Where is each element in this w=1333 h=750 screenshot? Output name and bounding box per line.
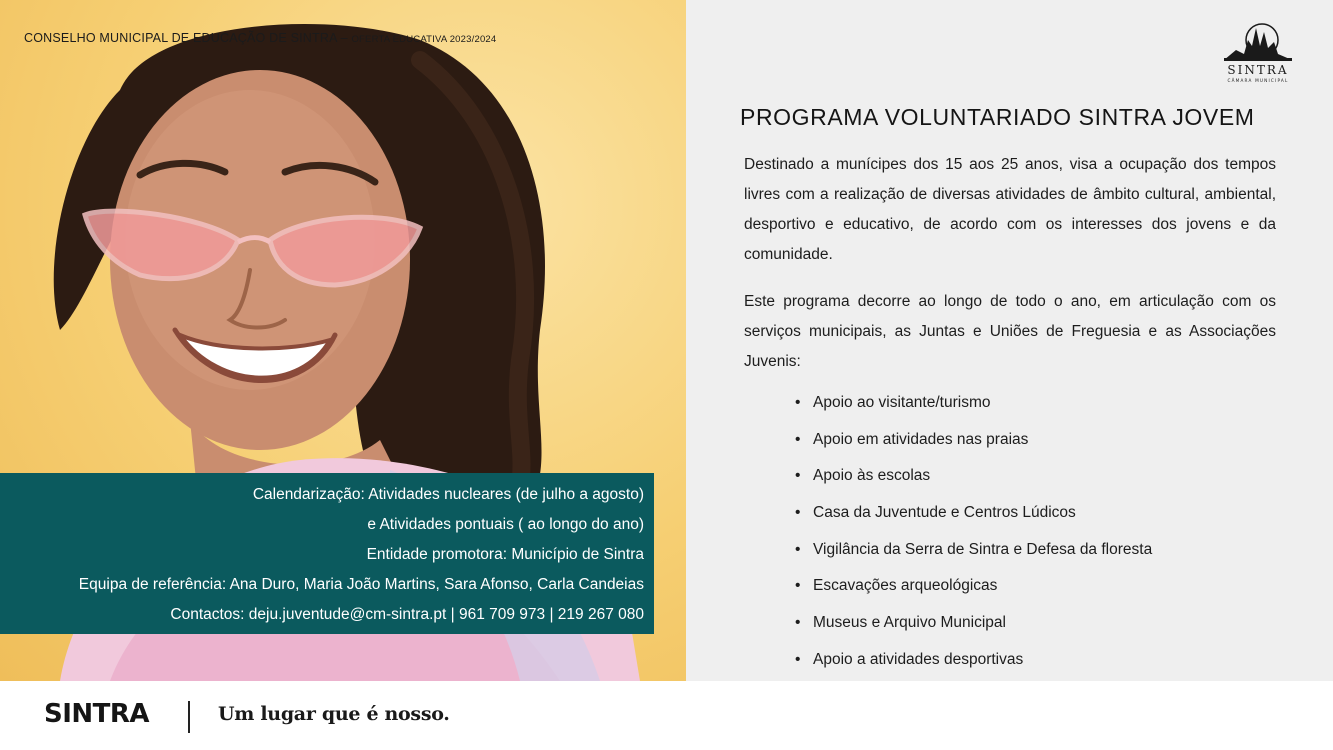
activities-list xyxy=(795,391,1152,685)
palace-silhouette-icon xyxy=(1218,20,1298,84)
bullet-icon: • xyxy=(795,430,801,448)
info-line-team: Equipa de referência: Ana Duro, Maria João Martins, Sara Afonso, Carla Candeias xyxy=(78,576,644,593)
logo-name: SINTRA xyxy=(1227,63,1289,77)
list-item xyxy=(795,648,1152,685)
list-item xyxy=(795,428,1152,465)
document-header xyxy=(24,31,496,45)
info-line-schedule-cont: e Atividades pontuais ( ao longo do ano) xyxy=(367,516,644,533)
list-item xyxy=(795,464,1152,501)
list-item-label: Apoio a atividades desportivas xyxy=(813,650,1024,668)
program-paragraph: Este programa decorre ao longo de todo o ano, em articulação com os serviços municipais, as Juntas e Uniões de Freguesia e as Associações Juvenis: xyxy=(744,293,1276,370)
list-item-label: Apoio às escolas xyxy=(813,467,931,485)
list-item-label: Vigilância da Serra de Sintra e Defesa da floresta xyxy=(813,540,1153,558)
list-item xyxy=(795,391,1152,428)
header-separator: – xyxy=(340,31,348,45)
list-item xyxy=(795,611,1152,648)
footer-divider xyxy=(188,701,190,733)
footer xyxy=(0,681,1333,750)
list-item xyxy=(795,501,1152,538)
header-edition: OFERTA EDUCATIVA 2023/2024 xyxy=(351,34,497,45)
bullet-icon: • xyxy=(795,577,801,595)
info-line-promoter: Entidade promotora: Município de Sintra xyxy=(366,546,644,563)
footer-brand: SINTRA xyxy=(44,699,150,729)
header-org: CONSELHO MUNICIPAL DE EDUCAÇÃO DE SINTRA xyxy=(24,31,337,45)
list-item xyxy=(795,538,1152,575)
bullet-icon: • xyxy=(795,394,801,411)
list-item xyxy=(795,574,1152,611)
list-item-label: Museus e Arquivo Municipal xyxy=(813,614,1006,632)
bullet-icon: • xyxy=(795,540,801,558)
list-item-label: Escavações arqueológicas xyxy=(813,577,998,595)
list-item-label: Apoio em atividades nas praias xyxy=(813,430,1029,448)
sintra-logo xyxy=(1218,20,1298,84)
list-item-label: Apoio ao visitante/turismo xyxy=(813,394,991,411)
info-line-contacts: Contactos: deju.juventude@cm-sintra.pt | 961 709 973 | 219 267 080 xyxy=(170,606,644,623)
logo-subtitle: CÂMARA MUNICIPAL xyxy=(1227,78,1289,83)
hero-photo xyxy=(0,0,686,681)
info-line-schedule: Calendarização: Atividades nucleares (de julho a agosto) xyxy=(252,486,644,503)
page-title: PROGRAMA VOLUNTARIADO SINTRA JOVEM xyxy=(740,104,1255,130)
program-info-box xyxy=(0,473,654,634)
bullet-icon: • xyxy=(795,650,801,668)
bullet-icon: • xyxy=(795,614,801,632)
footer-tagline: Um lugar que é nosso. xyxy=(218,703,450,725)
bullet-icon: • xyxy=(795,504,801,522)
intro-paragraph: Destinado a munícipes dos 15 aos 25 anos, visa a ocupação dos tempos livres com a realização de diversas atividades de âmbito cultural, ambiental, desportivo e educativo, de acordo com os interesses dos jovens e da comunidade. xyxy=(744,156,1276,263)
bullet-icon: • xyxy=(795,467,801,485)
list-item-label: Casa da Juventude e Centros Lúdicos xyxy=(813,504,1076,522)
